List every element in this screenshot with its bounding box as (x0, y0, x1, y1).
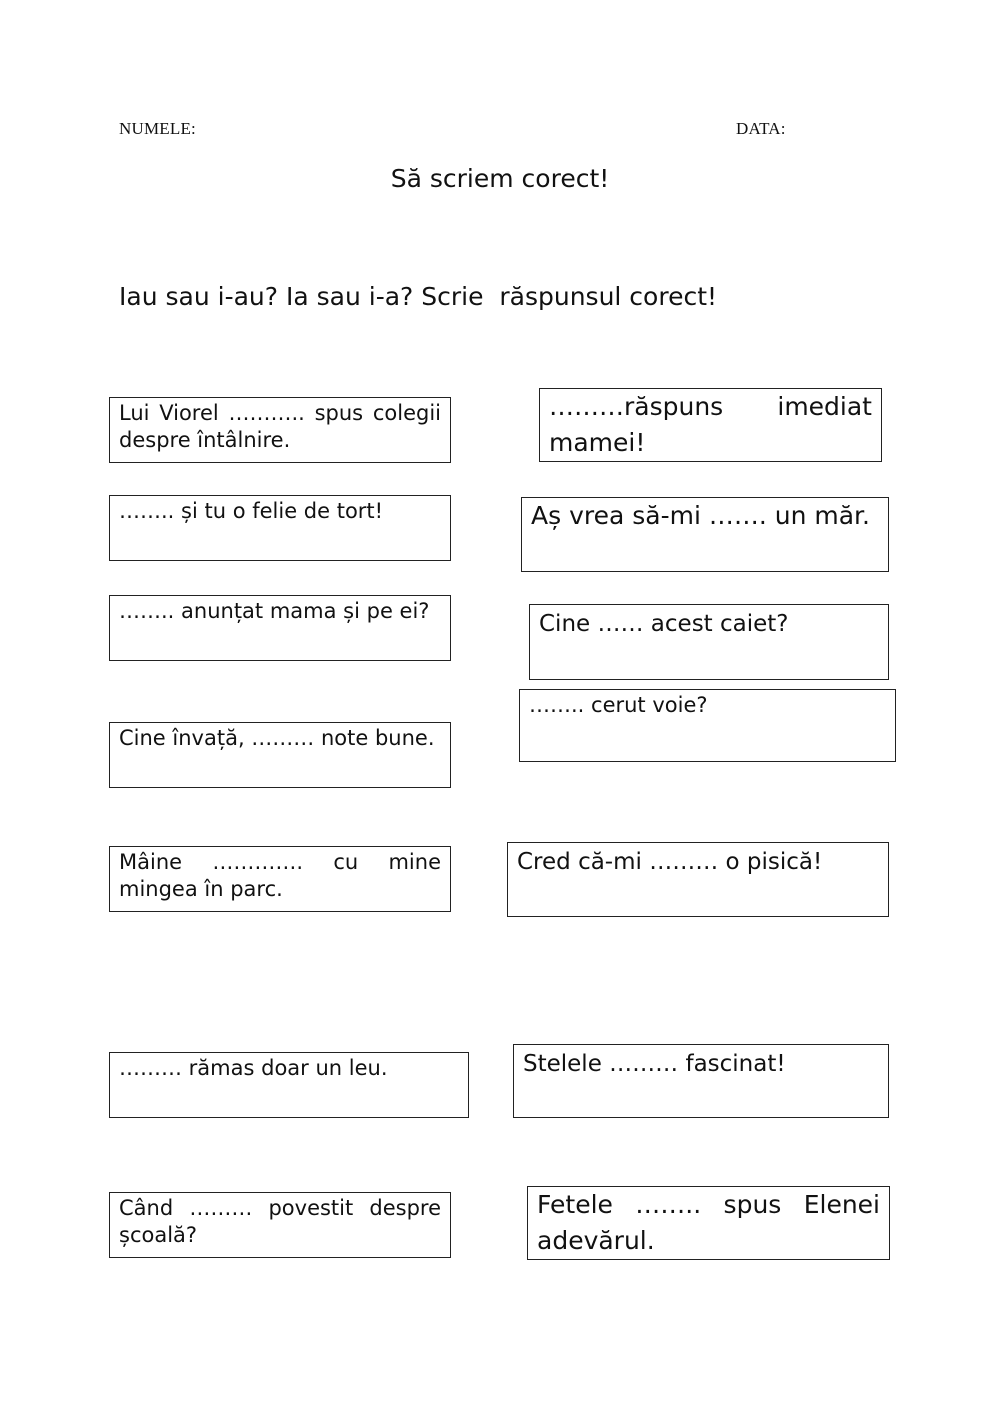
exercise-box-5[interactable]: …….. anunțat mama și pe ei? (109, 595, 451, 661)
name-label: NUMELE: (119, 119, 196, 138)
exercise-box-2[interactable]: ………răspuns imediat mamei! (539, 388, 882, 462)
exercise-box-13[interactable]: Când ……… povestit despre școală? (109, 1192, 451, 1258)
exercise-box-4[interactable]: Aș vrea să-mi ……. un măr. (521, 497, 889, 572)
exercise-box-14[interactable]: Fetele …….. spus Elenei adevărul. (527, 1186, 890, 1260)
exercise-box-11[interactable]: ……… rămas doar un leu. (109, 1052, 469, 1118)
date-label: DATA: (736, 119, 786, 138)
exercise-box-9[interactable]: Mâine …………. cu mine mingea în parc. (109, 846, 451, 912)
exercise-box-1[interactable]: Lui Viorel ……….. spus colegii despre întâlnire. (109, 397, 451, 463)
exercise-box-6[interactable]: Cine …… acest caiet? (529, 604, 889, 680)
exercise-box-7[interactable]: …….. cerut voie? (519, 689, 896, 762)
exercise-box-8[interactable]: Cine învață, ……… note bune. (109, 722, 451, 788)
worksheet-title: Să scriem corect! (390, 164, 610, 193)
exercise-box-10[interactable]: Cred că-mi ……… o pisică! (507, 842, 889, 917)
exercise-box-3[interactable]: …….. și tu o felie de tort! (109, 495, 451, 561)
instruction-text: Iau sau i-au? Ia sau i-a? Scrie răspunsul corect! (119, 282, 718, 311)
exercise-box-12[interactable]: Stelele ……… fascinat! (513, 1044, 889, 1118)
